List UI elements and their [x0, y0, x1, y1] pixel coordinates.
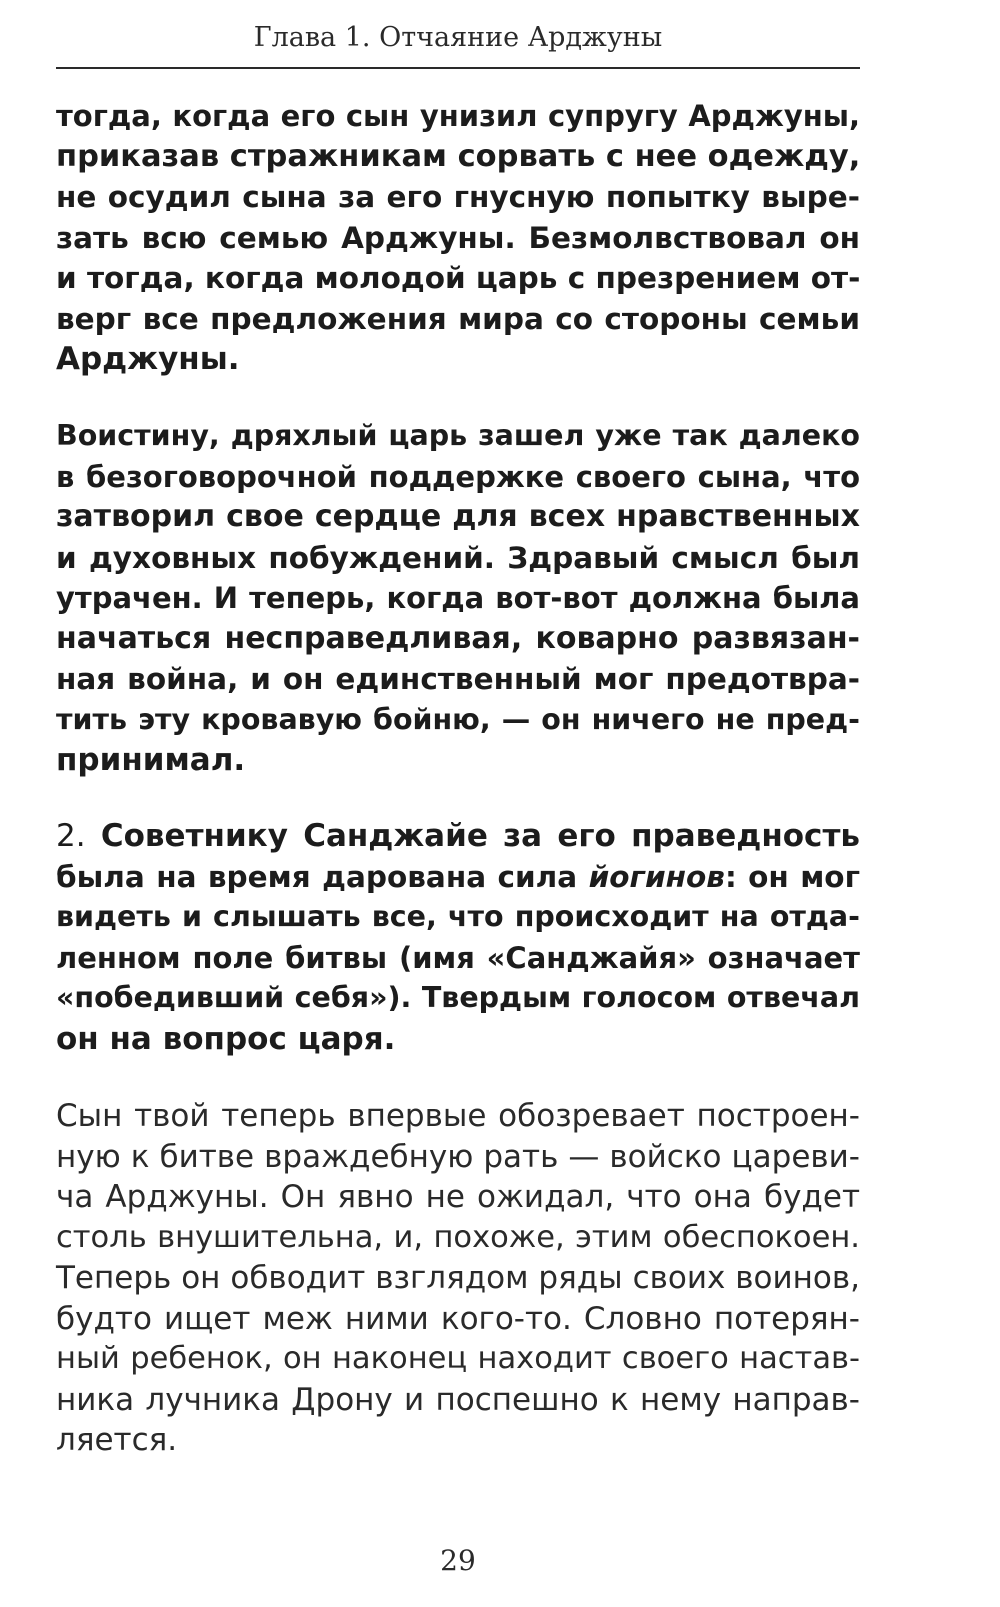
text-fragment: : он мог	[724, 859, 860, 894]
text-line: принимал.	[56, 742, 246, 778]
text-line	[56, 857, 860, 898]
text-fragment: была на время дарована сила	[56, 859, 589, 894]
text-line: верг все предложения мира со стороны семьи	[56, 301, 860, 336]
text-line: в безоговорочной поддержке своего сына, что	[56, 459, 860, 494]
text-line: ный ребенок, он наконец находит своего настав-	[56, 1341, 860, 1376]
text-line: приказав стражникам сорвать с нее одежду,	[56, 138, 861, 174]
paragraph-2	[56, 416, 860, 781]
text-line: будто ищет меж ними кого-то. Словно потерян-	[56, 1300, 860, 1337]
text-line: ная война, и он единственный мог предотвра-	[56, 662, 860, 696]
text-fragment: Советнику Санджайе за его праведность	[100, 818, 861, 854]
text-line: ника лучника Дрону и поспешно к нему направ-	[56, 1381, 860, 1418]
paragraph-1	[56, 96, 860, 380]
commentary-number: 2.	[56, 818, 86, 854]
paragraph-4	[56, 1096, 860, 1461]
text-line: ча Арджуны. Он явно не ожидал, что она будет	[56, 1179, 860, 1215]
text-line	[56, 816, 860, 857]
text-line: начаться несправедливая, коварно развязан-	[56, 620, 860, 656]
text-line: Теперь он обводит взглядом ряды своих воинов,	[56, 1260, 860, 1296]
text-line: тогда, когда его сын унизил супругу Арджуны,	[56, 99, 860, 133]
text-line: Воистину, дряхлый царь зашел уже так далеко	[56, 419, 860, 452]
text-line: утрачен. И теперь, когда вот-вот должна была	[56, 581, 860, 615]
header-rule	[56, 67, 860, 69]
text-line: ную к битве враждебную рать — войско цареви-	[56, 1138, 860, 1175]
text-line: «победивший себя»). Твердым голосом отвечал	[56, 981, 860, 1014]
italic-term: йогинов	[588, 859, 725, 894]
page-number: 29	[440, 1544, 476, 1577]
running-head-title: Глава 1. Отчаяние Арджуны	[253, 22, 663, 53]
text-line: и тогда, когда молодой царь с презрением от-	[56, 261, 861, 295]
text-line: ленном поле битвы (имя «Санджайя» означает	[56, 940, 860, 975]
text-line: не осудил сына за его гнусную попытку выре-	[56, 180, 860, 214]
paragraph-3-commentary	[56, 816, 860, 1059]
text-line: Арджуны.	[56, 341, 240, 377]
text-line: затворил свое сердце для всех нравственных	[56, 499, 860, 534]
text-line: ляется.	[56, 1422, 178, 1458]
text-line: Сын твой теперь впервые обозревает построен-	[56, 1098, 860, 1134]
text-line: и духовных побуждений. Здравый смысл был	[56, 540, 860, 575]
text-line: зать всю семью Арджуны. Безмолвствовал он	[56, 220, 860, 255]
text-line: столь внушительна, и, похоже, этим обеспокоен.	[56, 1219, 860, 1255]
text-line: тить эту кровавую бойню, — он ничего не пред-	[56, 702, 860, 736]
text-line: он на вопрос царя.	[56, 1020, 396, 1057]
text-line: видеть и слышать все, что происходит на отда-	[56, 900, 860, 933]
